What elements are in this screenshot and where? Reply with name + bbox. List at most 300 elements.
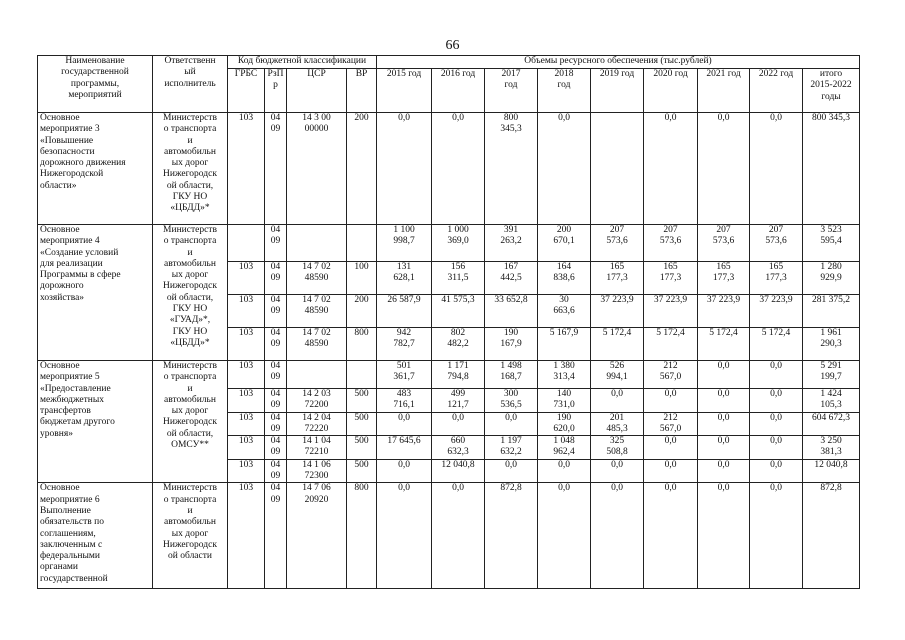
cell-text-line: 72220 [304,423,329,434]
cell-text-line: мероприятий [68,89,122,100]
total-value [803,295,860,328]
cell-text-line: и [187,383,193,394]
cell-text-line: 17 645,6 [387,436,421,447]
cell-text-line: 0,0 [558,483,570,494]
vr-code: 500 [347,389,377,413]
year-value [377,328,432,361]
cell-text-line: 14 7 06 [302,483,331,494]
cell-text-line: Нижегородск [163,417,217,428]
cell-text-line: 12 040,8 [814,459,848,470]
cell-text-line: 2020 год [653,69,688,79]
year-value [591,436,644,460]
header-year [698,69,750,113]
csr-code [287,436,347,460]
grbs-code: 103 [228,459,265,483]
year-value [591,262,644,295]
cell-text-line: 5 172,4 [709,328,738,338]
cell-text-line: 04 [270,436,281,447]
cell-text-line: Наименование [65,56,125,66]
cell-text-line: 72200 [304,400,329,411]
header-year [644,69,698,113]
cell-text-line: 26 587,9 [387,295,421,305]
vr-code [347,361,377,389]
cell-text-line: 361,7 [393,372,415,383]
cell-text-line: 156 [450,262,466,272]
cell-text-line: 628,1 [393,273,415,284]
cell-text-line: 177,3 [712,273,735,284]
cell-text-line: 802 [450,328,466,338]
cell-text-line: ой области, [166,180,214,191]
year-value [591,113,644,225]
cell-text-line: 48590 [304,306,329,317]
cell-text-line: ой области, [166,428,214,439]
cell-text-line: мероприятие 5 [40,372,100,383]
cell-text-line: 37 223,9 [706,295,741,305]
executor-name [153,361,228,483]
cell-text-line: ых дорог [171,158,209,169]
cell-text-line: федеральными [40,551,100,562]
cell-text-line: 04 [270,262,281,272]
cell-text-line: ой области, [166,292,214,303]
header-csr: ЦСР [287,69,347,113]
year-value [538,389,591,413]
cell-text-line: 177,3 [606,273,628,284]
cell-text-line: 164 [556,262,572,272]
cell-text-line: 499 [450,389,466,399]
cell-text-line: 2015 год [386,69,422,79]
cell-text-line: мероприятие 6 [40,494,100,505]
year-value [377,483,432,589]
year-value [750,295,803,328]
year-value [644,412,698,436]
csr-code [287,459,347,483]
cell-text-line: Ответственн [164,56,216,66]
grbs-code: 103 [228,483,265,589]
cell-text-line: 483 [396,389,412,399]
cell-text-line: 04 [270,225,281,235]
cell-text-line: 620,0 [553,423,575,434]
cell-text-line: 0,0 [558,113,570,123]
cell-text-line: 838,6 [553,273,575,284]
cell-text-line: 0,0 [717,389,730,399]
cell-text-line: 0,0 [717,361,730,371]
year-value [377,412,432,436]
cell-text-line: 0,0 [611,459,623,470]
cell-text-line: 212 [663,412,678,423]
year-value [377,361,432,389]
cell-text-line: 1 280 [820,262,842,272]
total-value [803,328,860,361]
cell-text-line: 2015-2022 [810,80,852,91]
cell-text-line: Нижегородской [40,169,104,180]
cell-text-line: 207 [609,225,625,235]
cell-text-line: 09 [270,400,281,411]
year-value [750,459,803,483]
cell-text-line: мероприятие 3 [40,124,100,135]
cell-text-line: 190 [556,412,572,423]
total-value [803,459,860,483]
cell-text-line: о транспорта [163,236,217,247]
year-value [591,328,644,361]
cell-text-line: 929,9 [820,273,842,284]
header-year [538,69,591,113]
cell-text-line: 3 523 [820,225,842,235]
cell-text-line: 14 2 03 [302,389,331,399]
cell-text-line: 670,1 [553,236,575,247]
cell-text-line: 04 [270,113,281,123]
year-value [644,436,698,460]
year-value [750,389,803,413]
cell-text-line: 2022 год [758,69,794,79]
cell-text-line: Нижегородск [163,539,217,550]
rzp-code [265,361,287,389]
year-value [538,412,591,436]
year-value [698,412,750,436]
cell-text-line: 168,7 [500,372,522,383]
header-year [803,69,860,113]
vr-code: 800 [347,328,377,361]
total-value [803,262,860,295]
header-row [38,56,860,69]
cell-text-line: «Предоставление [40,383,111,394]
cell-text-line: обязательств по [40,517,104,528]
year-value [698,436,750,460]
cell-text-line: 573,6 [765,236,787,247]
vr-code: 200 [347,113,377,225]
cell-text-line: 567,0 [659,372,682,383]
year-value [485,295,538,328]
year-value [538,262,591,295]
csr-code [287,361,347,389]
cell-text-line: 0,0 [664,113,677,123]
cell-text-line: 105,3 [820,400,842,411]
csr-code [287,412,347,436]
cell-text-line: 0,0 [505,459,517,470]
cell-text-line: соглашениям, [40,528,96,539]
cell-text-line: 800 [503,113,519,123]
cell-text-line: 04 [270,361,281,371]
cell-text-line: хозяйства» [40,292,85,303]
cell-text-line: 313,4 [553,372,575,383]
cell-text-line: 207 [716,225,731,235]
header-rzp [265,69,287,113]
cell-text-line: Основное [40,113,80,123]
year-value [432,262,485,295]
cell-text-line: 131 [396,262,412,272]
cell-text-line: 207 [663,225,678,235]
cell-text-line: 1 380 [553,361,575,371]
rzp-code [265,328,287,361]
csr-code [287,328,347,361]
cell-text-line: 212 [663,361,678,371]
table-row [38,483,860,589]
cell-text-line: 731,0 [553,400,575,411]
year-value [698,459,750,483]
csr-code [287,483,347,589]
rzp-code [265,436,287,460]
vr-code: 100 [347,262,377,295]
cell-text-line: 1 424 [820,389,842,399]
grbs-code: 103 [228,436,265,460]
cell-text-line: о транспорта [163,124,217,135]
year-value [750,113,803,225]
cell-text-line: трансфертов [40,406,91,417]
cell-text-line: Основное [40,483,80,494]
rzp-code [265,412,287,436]
year-value [432,113,485,225]
total-value [803,412,860,436]
header-executor [153,56,228,113]
grbs-code: 103 [228,412,265,436]
year-value [644,295,698,328]
year-value [485,436,538,460]
cell-text-line: 48590 [304,273,329,284]
cell-text-line: «ГУАД»*, [169,315,211,326]
cell-text-line: Программы в сфере [40,270,121,281]
header-vr: ВР [347,69,377,113]
cell-text-line: 660 [450,436,466,447]
year-value [377,225,432,262]
cell-text-line: 165 [663,262,678,272]
cell-text-line: ГКУ НО [172,304,208,315]
cell-text-line: 573,6 [659,236,682,247]
cell-text-line: 1 498 [500,361,522,371]
cell-text-line: 0,0 [717,412,730,423]
year-value [485,113,538,225]
cell-text-line: государственной [40,573,108,584]
cell-text-line: 0,0 [398,412,410,423]
cell-text-line: ГКУ НО [172,326,208,337]
cell-text-line: 207 [768,225,784,235]
cell-text-line: 300 [503,389,519,399]
cell-text-line: 09 [270,423,281,434]
csr-code [287,295,347,328]
cell-text-line: 09 [270,124,281,135]
year-value [538,225,591,262]
cell-text-line: 604 672,3 [812,412,850,423]
vr-code: 500 [347,436,377,460]
cell-text-line: о транспорта [163,494,217,505]
cell-text-line: 1 961 [820,328,842,338]
year-value [644,113,698,225]
budget-table [37,55,860,589]
header-year [485,69,538,113]
cell-text-line: 09 [270,306,281,317]
cell-text-line: 508,8 [606,447,628,458]
header-classification: Код бюджетной классификации [228,56,377,69]
year-value [538,459,591,483]
cell-text-line: 0,0 [717,459,730,470]
year-value [644,328,698,361]
year-value [432,361,485,389]
cell-text-line: 782,7 [393,339,415,350]
cell-text-line: дорожного движения [40,158,126,169]
cell-text-line: и [187,247,193,258]
cell-text-line: и [187,505,193,516]
cell-text-line: 04 [270,295,281,305]
cell-text-line: 04 [270,459,281,470]
cell-text-line: 0,0 [398,113,410,123]
year-value [750,361,803,389]
cell-text-line: 00000 [304,124,329,135]
cell-text-line: 165 [768,262,784,272]
cell-text-line: ых дорог [171,406,209,417]
cell-text-line: ых дорог [171,528,209,539]
year-value [377,389,432,413]
cell-text-line: 800 345,3 [812,113,850,123]
year-value [432,225,485,262]
cell-text-line: 2016 год [440,69,476,79]
year-value [377,295,432,328]
csr-code [287,225,347,262]
cell-text-line: 0,0 [770,412,782,423]
year-value [750,262,803,295]
cell-text-line: 0,0 [770,361,782,371]
cell-text-line: 0,0 [770,113,782,123]
cell-text-line: автомобильн [164,146,216,157]
header-year [377,69,432,113]
year-value [538,483,591,589]
year-value [591,412,644,436]
year-value [485,262,538,295]
year-value [591,295,644,328]
cell-text-line: 121,7 [447,400,469,411]
cell-text-line: 1 171 [447,361,469,371]
page-number: 66 [445,38,460,53]
year-value [644,262,698,295]
cell-text-line: 0,0 [717,483,730,494]
cell-text-line: 567,0 [659,423,682,434]
cell-text-line: 5 167,9 [549,328,579,338]
cell-text-line: год [504,80,518,91]
executor-name [153,225,228,361]
year-value [432,459,485,483]
cell-text-line: 872,8 [820,483,842,494]
cell-text-line: итого [819,69,843,79]
year-value [377,459,432,483]
year-value [644,361,698,389]
cell-text-line: дорожного [40,281,84,292]
cell-text-line: 0,0 [717,436,730,447]
total-value [803,113,860,225]
cell-text-line: 165 [609,262,625,272]
year-value [644,459,698,483]
grbs-code: 103 [228,295,265,328]
year-value [538,328,591,361]
cell-text-line: 199,7 [820,372,842,383]
cell-text-line: 0,0 [664,483,677,494]
rzp-code [265,483,287,589]
cell-text-line: о транспорта [163,372,217,383]
cell-text-line: 1 048 [553,436,575,447]
year-value [432,483,485,589]
year-value [538,436,591,460]
cell-text-line: 0,0 [611,483,623,494]
grbs-code: 103 [228,389,265,413]
header-resources: Объемы ресурсного обеспечения (тыс.рублей) [377,56,860,69]
grbs-code: 103 [228,113,265,225]
cell-text-line: 09 [270,273,281,284]
cell-text-line: 09 [270,447,281,458]
cell-text-line: 14 2 04 [302,412,331,423]
grbs-code: 103 [228,328,265,361]
cell-text-line: 167 [503,262,519,272]
cell-text-line: 632,2 [500,447,522,458]
cell-text-line: 48590 [304,339,329,350]
cell-text-line: 30 [559,295,569,305]
year-value [750,412,803,436]
year-value [538,113,591,225]
cell-text-line: 1 197 [500,436,522,447]
year-value [591,459,644,483]
cell-text-line: 2018 [554,69,574,79]
csr-code [287,389,347,413]
cell-text-line: 5 172,4 [656,328,685,338]
cell-text-line: 0,0 [398,459,410,470]
cell-text-line: Министерств [163,113,217,123]
cell-text-line: 0,0 [770,459,782,470]
cell-text-line: 140 [556,389,572,399]
year-value [591,225,644,262]
cell-text-line: мероприятие 4 [40,236,100,247]
cell-text-line: 536,5 [500,400,522,411]
year-value [591,389,644,413]
year-value [698,328,750,361]
total-value [803,361,860,389]
cell-text-line: Выполнение [40,505,91,516]
year-value [698,295,750,328]
cell-text-line: 381,3 [820,447,842,458]
cell-text-line: и [187,135,193,146]
header-year [432,69,485,113]
cell-text-line: 573,6 [712,236,735,247]
vr-code [347,225,377,262]
cell-text-line: 04 [270,483,281,494]
year-value [644,389,698,413]
header-name [38,56,153,113]
year-value [698,225,750,262]
cell-text-line: 37 223,9 [600,295,634,305]
cell-text-line: 09 [270,236,281,247]
cell-text-line: 14 7 02 [302,262,331,272]
total-value [803,436,860,460]
cell-text-line: 0,0 [398,483,410,494]
cell-text-line: 2017 [501,69,521,79]
header-year [750,69,803,113]
cell-text-line: Основное [40,361,80,371]
cell-text-line: 201 [609,412,625,423]
cell-text-line: ой области [168,551,212,562]
cell-text-line: 0,0 [664,436,677,447]
total-value [803,225,860,262]
cell-text-line: РзП [267,69,284,79]
cell-text-line: 311,5 [447,273,469,284]
executor-name [153,483,228,589]
cell-text-line: безопасности [40,146,95,157]
cell-text-line: 0,0 [664,459,677,470]
cell-text-line: 325 [609,436,625,447]
cell-text-line: 485,3 [606,423,628,434]
year-value [432,389,485,413]
cell-text-line: 345,3 [500,124,522,135]
cell-text-line: 942 [396,328,412,338]
cell-text-line: 200 [556,225,572,235]
cell-text-line: бюджетам другого [40,417,115,428]
cell-text-line: Нижегородск [163,281,217,292]
year-value [538,295,591,328]
cell-text-line: Министерств [163,483,217,494]
cell-text-line: 290,3 [820,339,842,350]
